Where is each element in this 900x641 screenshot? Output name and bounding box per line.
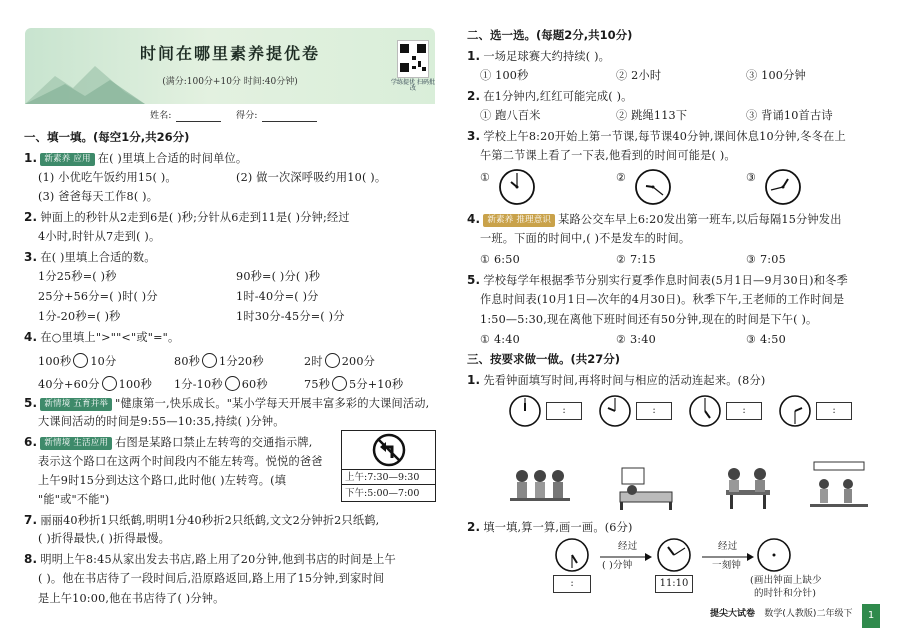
compare-1c: 2时 200分	[304, 355, 376, 368]
question-6-line-2: 表示这个路口在这两个时间段内不能左转弯。悦悦的爸爸	[38, 455, 323, 468]
page-title: 时间在哪里素养提优卷	[139, 44, 320, 63]
start-time-box[interactable]: :	[553, 575, 591, 593]
clock-option-1	[498, 168, 536, 208]
activity-clock-1	[508, 394, 542, 430]
choice-3-option-1[interactable]: ①	[480, 171, 491, 184]
choice-3-option-3[interactable]: ③	[746, 171, 757, 184]
time-answer-box-1[interactable]: :	[546, 402, 582, 420]
choice-5-option-1[interactable]: ① 4:40	[480, 333, 520, 346]
quarter-hour-label: 一刻钟	[712, 560, 742, 571]
clock-icon	[656, 537, 692, 573]
qr-code-icon	[398, 41, 428, 77]
conversion-3a: 1分-20秒=( )秒	[38, 310, 121, 323]
clock-icon	[688, 394, 722, 428]
question-4: 4. 在○里填上">""<"或"="。	[24, 330, 180, 344]
traffic-sign-board	[341, 430, 436, 502]
choice-2-option-1[interactable]: ① 跑八百米	[480, 109, 541, 122]
question-6-line-3: 上午9时15分到达这个路口,此时他( )左转弯。(填	[38, 474, 287, 487]
page-number: 1	[862, 604, 880, 628]
name-field[interactable]	[176, 121, 221, 122]
question-7-line-2: ( )折得最快,( )折得最慢。	[38, 532, 171, 545]
choice-question-3-line-2: 午第二节课上看了一下表,他看到的时间可能是( )。	[480, 149, 736, 162]
activity-picture-meal	[720, 462, 776, 510]
compare-circle[interactable]	[102, 376, 117, 391]
compare-2a: 40分+60分 100秒	[38, 378, 152, 391]
conversion-3b: 1时30分-45分=( )分	[236, 310, 345, 323]
score-label: 得分:	[236, 111, 258, 121]
activity-clock-4	[778, 394, 812, 430]
choice-question-2: 2. 在1分钟内,红红可能完成( )。	[467, 89, 633, 103]
clock-icon	[508, 394, 542, 428]
question-6: 6. 新情境 生活应用 右图是某路口禁止左转弯的交通指示牌,	[24, 435, 313, 449]
middle-time-box: 11:10	[655, 575, 693, 593]
conversion-2a: 25分+56分=( )时( )分	[38, 290, 158, 303]
choice-question-1: 1. 一场足球赛大约持续( )。	[467, 49, 611, 63]
score-field[interactable]	[262, 121, 317, 122]
sign-time-afternoon: 下午:5:00—7:00	[342, 484, 435, 501]
section-1-heading: 一、填一填。(每空1分,共26分)	[24, 130, 190, 144]
question-5-line-2: 大课间活动的时间是9:55—10:35,持续( )分钟。	[38, 415, 285, 428]
name-label: 姓名:	[150, 111, 172, 121]
choice-1-option-3[interactable]: ③ 100分钟	[746, 69, 806, 82]
choice-2-option-2[interactable]: ② 跳绳113下	[616, 109, 688, 122]
choice-2-option-3[interactable]: ③ 背诵10首古诗	[746, 109, 833, 122]
question-2-line-2: 4小时,时针从7走到( )。	[38, 230, 161, 243]
conversion-2b: 1时-40分=( )分	[236, 290, 319, 303]
compare-1b: 80秒 1分20秒	[174, 355, 264, 368]
choice-question-5-line-2: 作息时间表(10月1日—次年的4月30日)。秋季下午,王老师的工作时间是	[480, 293, 845, 306]
question-7: 7. 丽丽40秒折1只纸鹤,明明1分40秒折2只纸鹤,文文2分钟折2只纸鹤,	[24, 513, 380, 527]
middle-clock	[656, 537, 692, 575]
clock-icon	[598, 394, 632, 428]
title-banner	[25, 28, 435, 104]
qr-code[interactable]	[397, 40, 429, 78]
section-3-heading: 三、按要求做一做。(共27分)	[467, 352, 621, 366]
activity-picture-class	[510, 462, 570, 510]
time-answer-box-3[interactable]: :	[726, 402, 762, 420]
compare-circle[interactable]	[332, 376, 347, 391]
question-tag: 新情境 五育并举	[40, 398, 112, 411]
conversion-1a: 1分25秒=( )秒	[38, 270, 117, 283]
clock-icon	[778, 394, 812, 428]
footer-book: 数学(人教版)二年级下	[764, 609, 853, 619]
elapsed-label-2: 经过	[718, 541, 738, 552]
choice-5-option-2[interactable]: ② 3:40	[616, 333, 656, 346]
draw-hint-line-1: (画出钟面上缺少	[750, 575, 822, 586]
question-6-line-4: "能"或"不能")	[38, 493, 110, 506]
clock-icon	[634, 168, 672, 206]
question-1: 1. 新素养 应用 在( )里填上合适的时间单位。	[24, 151, 248, 165]
footer	[710, 610, 852, 619]
qr-caption: 学练提优 扫码批改	[391, 79, 435, 92]
sign-time-morning: 上午:7:30—9:30	[342, 469, 435, 484]
compare-circle[interactable]	[225, 376, 240, 391]
right-column	[450, 0, 900, 641]
conversion-1b: 90秒=( )分( )秒	[236, 270, 321, 283]
compare-circle[interactable]	[202, 353, 217, 368]
question-3: 3. 在( )里填上合适的数。	[24, 250, 156, 264]
compare-circle[interactable]	[325, 353, 340, 368]
compare-2c: 75秒 5分+10秒	[304, 378, 404, 391]
choice-4-option-3[interactable]: ③ 7:05	[746, 253, 786, 266]
clock-icon	[554, 537, 590, 573]
clock-icon	[756, 537, 792, 573]
clock-icon	[764, 168, 802, 206]
question-1-part-2: (2) 做一次深呼吸约用10( )。	[236, 171, 387, 184]
choice-question-5-line-3: 1:50—5:30,现在离他下班时间还有50分钟,现在的时间是下午( )。	[480, 313, 818, 326]
compare-2b: 1分-10秒 60秒	[174, 378, 268, 391]
task-question-1: 1. 先看钟面填写时间,再将时间与相应的活动连起来。(8分)	[467, 373, 766, 387]
section-2-heading: 二、选一选。(每题2分,共10分)	[467, 28, 633, 42]
compare-circle[interactable]	[73, 353, 88, 368]
draw-hint-line-2: 的时针和分针)	[754, 588, 817, 599]
question-2: 2. 钟面上的秒针从2走到6是( )秒;分针从6走到11是( )分钟;经过	[24, 210, 350, 224]
task-question-2: 2. 填一填,算一算,画一画。(6分)	[467, 520, 633, 534]
question-tag: 新情境 生活应用	[40, 437, 112, 450]
question-1-part-3: (3) 爸爸每天工作8( )。	[38, 190, 159, 203]
question-1-part-1: (1) 小优吃午饭约用15( )。	[38, 171, 177, 184]
page-subtitle: (满分:100分+10分 时间:40分钟)	[162, 77, 298, 87]
elapsed-minutes-box[interactable]: ( )分钟	[602, 560, 633, 571]
clock-option-3	[764, 168, 802, 208]
choice-question-3: 3. 学校上午8:20开始上第一节课,每节课40分钟,课间休息10分钟,冬冬在上	[467, 129, 846, 143]
question-8-line-2: ( )。他在书店待了一段时间后,沿原路返回,路上用了15分钟,到家时间	[38, 572, 385, 585]
clock-option-2	[634, 168, 672, 208]
end-clock[interactable]	[756, 537, 792, 575]
question-tag: 新素养 应用	[40, 153, 94, 166]
choice-1-option-2[interactable]: ② 2小时	[616, 69, 662, 82]
start-clock	[554, 537, 590, 575]
clock-icon	[498, 168, 536, 206]
choice-question-4: 4. 新素养 推理意识 某路公交车早上6:20发出第一班车,以后每隔15分钟发出	[467, 212, 842, 226]
choice-question-4-line-2: 一班。下面的时间中,( )不是发车的时间。	[480, 232, 691, 245]
compare-1a: 100秒 10分	[38, 355, 117, 368]
elapsed-label-1: 经过	[618, 541, 638, 552]
no-left-turn-icon	[372, 433, 406, 467]
activity-picture-outdoor	[810, 460, 868, 510]
choice-question-5: 5. 学校每学年根据季节分别实行夏季作息时间表(5月1日—9月30日)和冬季	[467, 273, 848, 287]
choice-3-option-2[interactable]: ②	[616, 171, 627, 184]
question-5: 5. 新情境 五育并举 "健康第一,快乐成长。"某小学每天开展丰富多彩的大课间活动,	[24, 396, 430, 410]
activity-clock-3	[688, 394, 722, 430]
choice-5-option-3[interactable]: ③ 4:50	[746, 333, 786, 346]
activity-picture-sleep	[618, 462, 674, 510]
footer-brand: 提尖大试卷	[710, 609, 756, 619]
time-answer-box-4[interactable]: :	[816, 402, 852, 420]
choice-1-option-1[interactable]: ① 100秒	[480, 69, 529, 82]
question-8-line-3: 是上午10:00,他在书店待了( )分钟。	[38, 592, 225, 605]
question-8: 8. 明明上午8:45从家出发去书店,路上用了20分钟,他到书店的时间是上午	[24, 552, 396, 566]
activity-clock-2	[598, 394, 632, 430]
choice-4-option-2[interactable]: ② 7:15	[616, 253, 656, 266]
choice-4-option-1[interactable]: ① 6:50	[480, 253, 520, 266]
question-tag: 新素养 推理意识	[483, 214, 555, 227]
time-answer-box-2[interactable]: :	[636, 402, 672, 420]
